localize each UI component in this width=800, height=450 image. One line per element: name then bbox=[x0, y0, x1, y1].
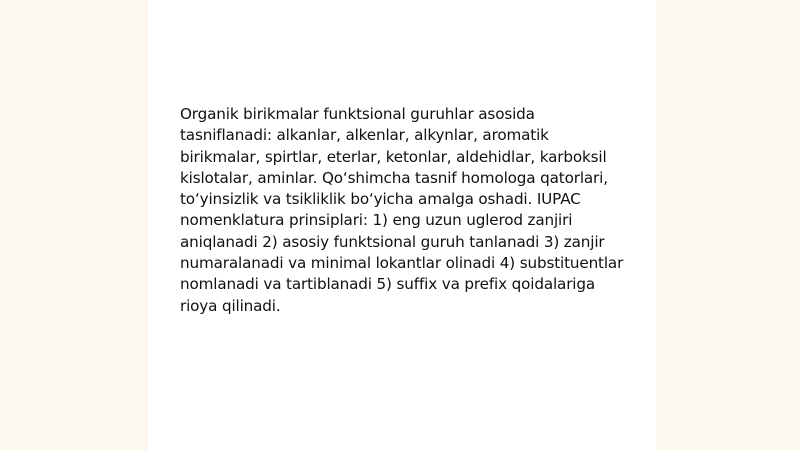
document-page bbox=[148, 0, 656, 450]
body-paragraph: Organik birikmalar funktsional guruhlar asosida tasniflanadi: alkanlar, alkenlar, alkynlar, aromatik birikmalar, spirtlar, eterlar, ketonlar, aldehidlar, karboksil kislotalar, aminlar. Qo‘shimcha tasnif homologa qatorlari, to‘yinsizlik va tsikliklik bo‘yicha amalga oshadi. IUPAC nomenklatura prinsiplari: 1) eng uzun uglerod zanjiri aniqlanadi 2) asosiy funktsional guruh tanlanadi 3) zanjir numaralanadi va minimal lokantlar olinadi 4) substituentlar nomlanadi va tartiblanadi 5) suffix va prefix qoidalariga rioya qilinadi. bbox=[180, 105, 624, 315]
